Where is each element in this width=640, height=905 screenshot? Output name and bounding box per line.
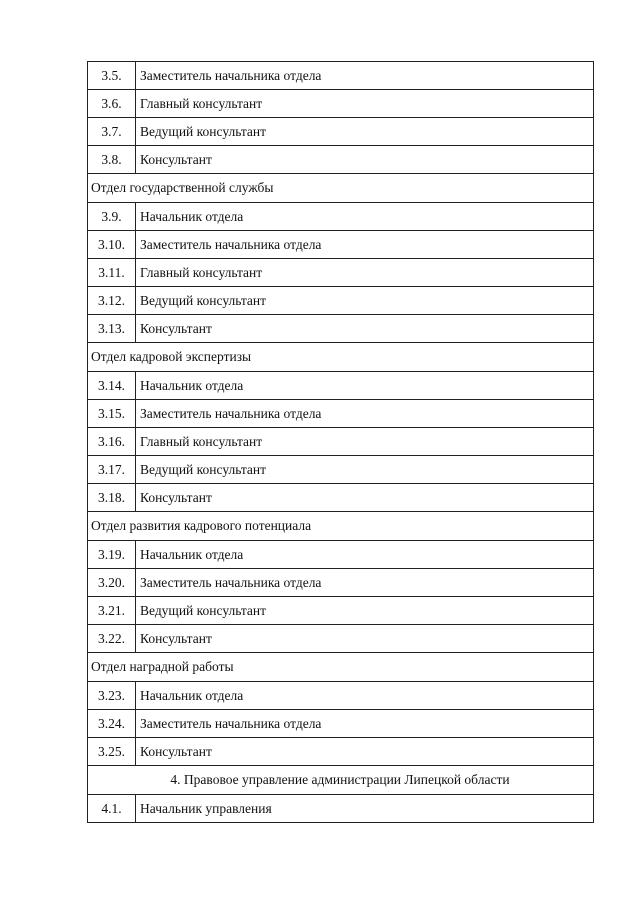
- row-number: 3.17.: [88, 456, 136, 484]
- table-row: [88, 569, 594, 597]
- table-row: [88, 456, 594, 484]
- table-row: [88, 738, 594, 766]
- position-title: Начальник отдела: [136, 682, 594, 710]
- row-number: 3.14.: [88, 372, 136, 400]
- row-number: 3.12.: [88, 287, 136, 315]
- table-row: [88, 259, 594, 287]
- table-row: [88, 203, 594, 231]
- table-row: [88, 400, 594, 428]
- table-row: [88, 597, 594, 625]
- department-heading: Отдел наградной работы: [88, 653, 594, 682]
- position-title: Начальник управления: [136, 795, 594, 823]
- position-title: Начальник отдела: [136, 372, 594, 400]
- position-title: Ведущий консультант: [136, 118, 594, 146]
- row-number: 3.13.: [88, 315, 136, 343]
- positions-table-body: [88, 62, 594, 823]
- row-number: 3.23.: [88, 682, 136, 710]
- position-title: Главный консультант: [136, 259, 594, 287]
- row-number: 3.7.: [88, 118, 136, 146]
- row-number: 3.18.: [88, 484, 136, 512]
- position-title: Консультант: [136, 484, 594, 512]
- table-row: [88, 710, 594, 738]
- section-row: [88, 512, 594, 541]
- table-row: [88, 315, 594, 343]
- position-title: Консультант: [136, 315, 594, 343]
- table-row: [88, 90, 594, 118]
- section-row: [88, 766, 594, 795]
- position-title: Заместитель начальника отдела: [136, 569, 594, 597]
- position-title: Главный консультант: [136, 428, 594, 456]
- row-number: 3.8.: [88, 146, 136, 174]
- table-row: [88, 146, 594, 174]
- section-row: [88, 653, 594, 682]
- section-row: [88, 174, 594, 203]
- position-title: Заместитель начальника отдела: [136, 231, 594, 259]
- row-number: 3.20.: [88, 569, 136, 597]
- table-row: [88, 484, 594, 512]
- position-title: Главный консультант: [136, 90, 594, 118]
- row-number: 3.24.: [88, 710, 136, 738]
- department-heading: Отдел кадровой экспертизы: [88, 343, 594, 372]
- section-row: [88, 343, 594, 372]
- department-heading: Отдел государственной службы: [88, 174, 594, 203]
- row-number: 3.19.: [88, 541, 136, 569]
- department-heading: Отдел развития кадрового потенциала: [88, 512, 594, 541]
- position-title: Начальник отдела: [136, 203, 594, 231]
- row-number: 3.9.: [88, 203, 136, 231]
- position-title: Консультант: [136, 738, 594, 766]
- position-title: Ведущий консультант: [136, 456, 594, 484]
- row-number: 4.1.: [88, 795, 136, 823]
- management-heading: 4. Правовое управление администрации Липецкой области: [88, 766, 594, 795]
- table-row: [88, 231, 594, 259]
- row-number: 3.5.: [88, 62, 136, 90]
- position-title: Консультант: [136, 625, 594, 653]
- table-row: [88, 372, 594, 400]
- positions-table: [87, 61, 594, 823]
- row-number: 3.21.: [88, 597, 136, 625]
- position-title: Ведущий консультант: [136, 597, 594, 625]
- row-number: 3.6.: [88, 90, 136, 118]
- position-title: Консультант: [136, 146, 594, 174]
- row-number: 3.15.: [88, 400, 136, 428]
- position-title: Ведущий консультант: [136, 287, 594, 315]
- position-title: Начальник отдела: [136, 541, 594, 569]
- row-number: 3.25.: [88, 738, 136, 766]
- row-number: 3.16.: [88, 428, 136, 456]
- table-row: [88, 428, 594, 456]
- position-title: Заместитель начальника отдела: [136, 400, 594, 428]
- table-row: [88, 62, 594, 90]
- row-number: 3.11.: [88, 259, 136, 287]
- row-number: 3.10.: [88, 231, 136, 259]
- table-row: [88, 625, 594, 653]
- position-title: Заместитель начальника отдела: [136, 62, 594, 90]
- table-row: [88, 118, 594, 146]
- row-number: 3.22.: [88, 625, 136, 653]
- table-row: [88, 682, 594, 710]
- table-row: [88, 287, 594, 315]
- position-title: Заместитель начальника отдела: [136, 710, 594, 738]
- table-row: [88, 795, 594, 823]
- table-row: [88, 541, 594, 569]
